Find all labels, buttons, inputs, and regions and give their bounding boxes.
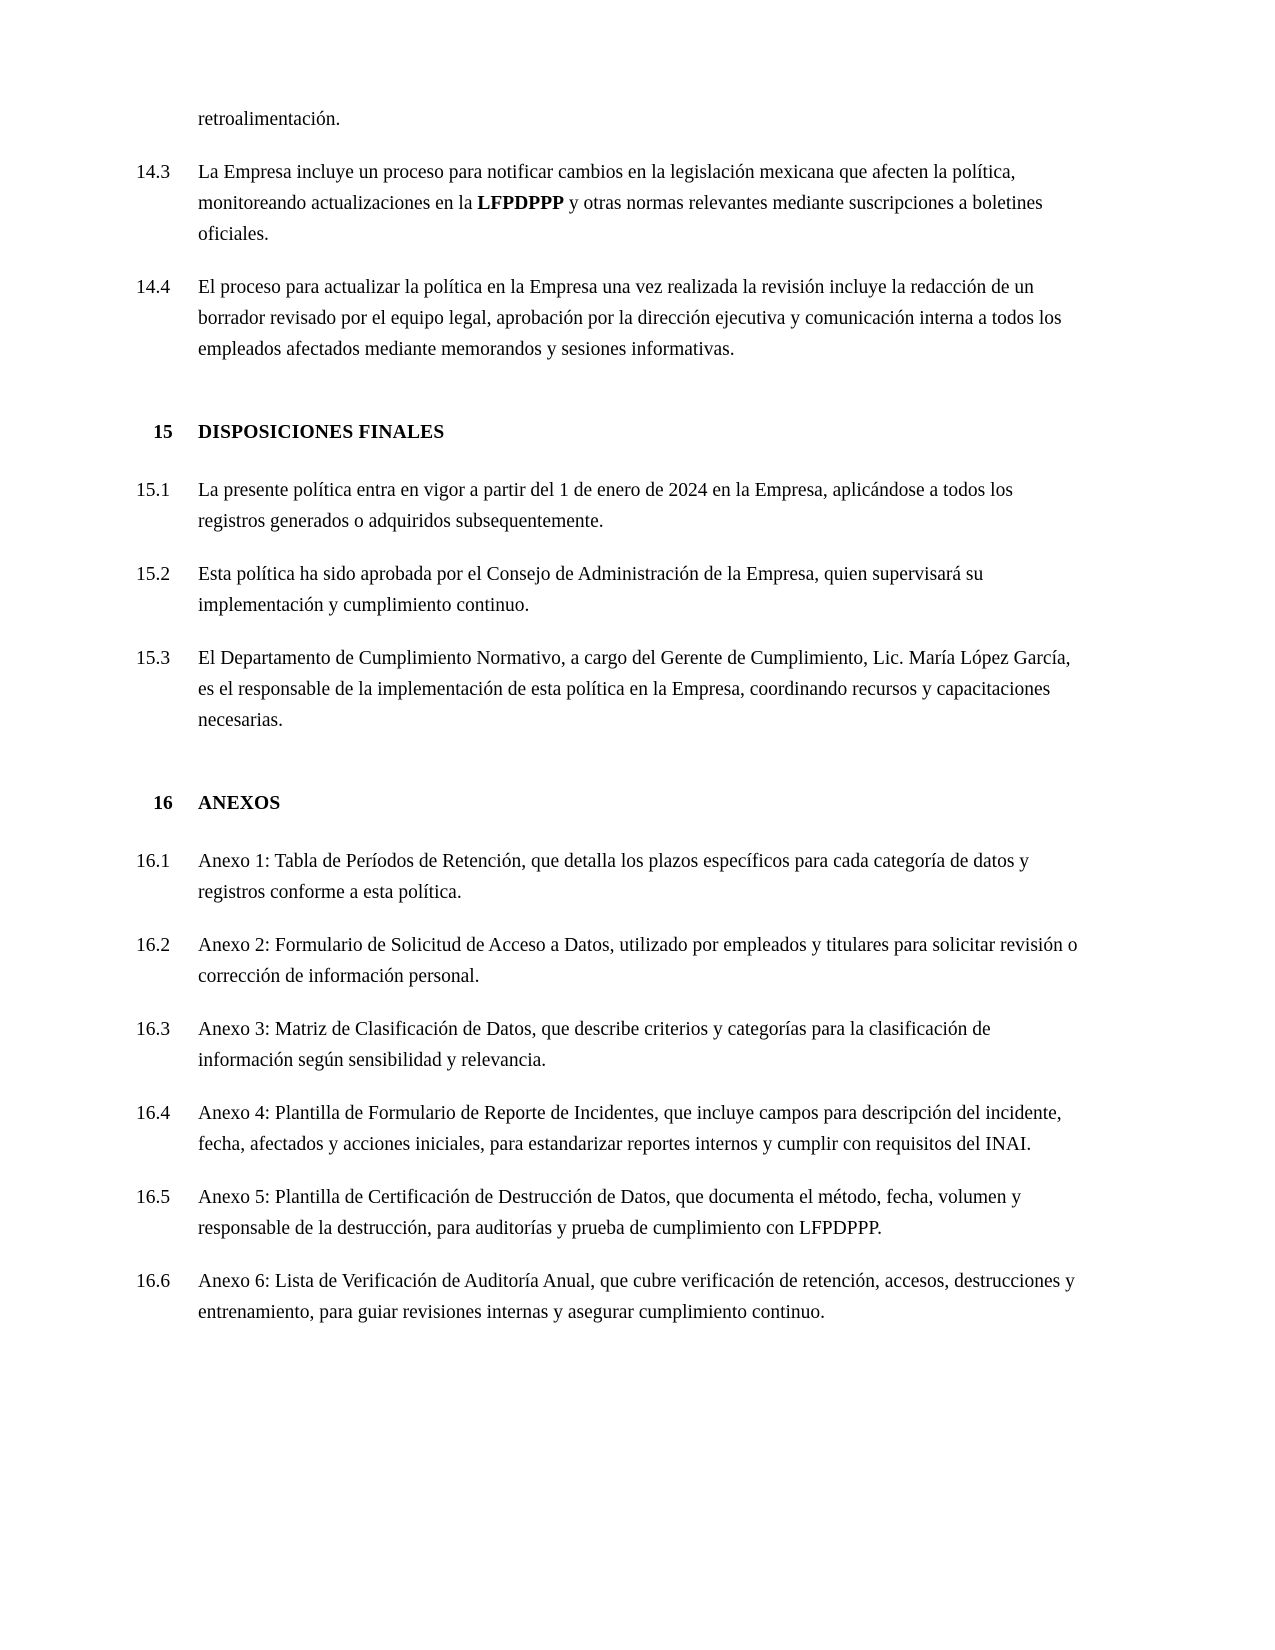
clause-text: El proceso para actualizar la política en la Empresa una vez realizada la revisión incluye la redacción de un borrador revisado por el equipo legal, aprobación por la dirección ejecutiva y comunicación interna a todos los empleados afectados mediante memorandos y sesiones informativas. bbox=[198, 277, 1062, 360]
clause-text: Anexo 4: Plantilla de Formulario de Reporte de Incidentes, que incluye campos para descripción del incidente, fecha, afectados y acciones iniciales, para estandarizar reportes internos y cumplir con requisitos del INAI. bbox=[198, 1103, 1062, 1155]
clause-text-after: y otras normas relevantes mediante suscripciones a boletines oficiales. bbox=[198, 193, 1043, 245]
section-heading-16 bbox=[136, 788, 1080, 819]
clause-number: 16.4 bbox=[136, 1103, 171, 1124]
clause-number: 16.5 bbox=[136, 1187, 171, 1208]
clause-number: 14.3 bbox=[136, 162, 171, 183]
clause-text: El Departamento de Cumplimiento Normativo, a cargo del Gerente de Cumplimiento, Lic. María López García, es el responsable de la implementación de esta política en la Empresa, coordinando recursos y capacitaciones necesarias. bbox=[198, 648, 1071, 731]
clause-number: 16.6 bbox=[136, 1271, 171, 1292]
clause-text-bold: LFPDPPP bbox=[477, 193, 565, 214]
clause-number: 15.1 bbox=[136, 480, 171, 501]
clause-text: La presente política entra en vigor a partir del 1 de enero de 2024 en la Empresa, aplicándose a todos los registros generados o adquiridos subsequentemente. bbox=[198, 480, 1013, 532]
clause-number: 16.2 bbox=[136, 935, 171, 956]
clause-16-2 bbox=[136, 930, 1080, 992]
clause-14-4 bbox=[136, 272, 1080, 365]
clause-16-1 bbox=[136, 846, 1080, 908]
clause-text: retroalimentación. bbox=[198, 109, 341, 130]
section-heading-15 bbox=[136, 417, 1080, 448]
paragraph-continuation bbox=[136, 104, 1080, 135]
clause-15-1 bbox=[136, 475, 1080, 537]
clause-text bbox=[198, 157, 1080, 250]
section-number: 15 bbox=[153, 422, 173, 443]
clause-text: Anexo 5: Plantilla de Certificación de Destrucción de Datos, que documenta el método, fecha, volumen y responsable de la destrucción, para auditorías y prueba de cumplimiento con LFPDPPP. bbox=[198, 1187, 1022, 1239]
clause-text: Anexo 3: Matriz de Clasificación de Datos, que describe criterios y categorías para la clasificación de información según sensibilidad y relevancia. bbox=[198, 1019, 991, 1071]
clause-16-5 bbox=[136, 1182, 1080, 1244]
clause-16-4 bbox=[136, 1098, 1080, 1160]
clause-16-3 bbox=[136, 1014, 1080, 1076]
clause-number: 16.1 bbox=[136, 851, 171, 872]
clause-16-6 bbox=[136, 1266, 1080, 1328]
clause-text: Anexo 6: Lista de Verificación de Auditoría Anual, que cubre verificación de retención, accesos, destrucciones y entrenamiento, para guiar revisiones internas y asegurar cumplimiento continuo. bbox=[198, 1271, 1075, 1323]
clause-14-3 bbox=[136, 157, 1080, 250]
section-title: DISPOSICIONES FINALES bbox=[198, 422, 445, 443]
clause-text: Esta política ha sido aprobada por el Consejo de Administración de la Empresa, quien supervisará su implementación y cumplimiento continuo. bbox=[198, 564, 984, 616]
clause-15-2 bbox=[136, 559, 1080, 621]
clause-number: 15.2 bbox=[136, 564, 171, 585]
section-title: ANEXOS bbox=[198, 793, 281, 814]
clause-number: 14.4 bbox=[136, 277, 171, 298]
clause-number: 15.3 bbox=[136, 648, 171, 669]
clause-text: Anexo 2: Formulario de Solicitud de Acceso a Datos, utilizado por empleados y titulares para solicitar revisión o corrección de información personal. bbox=[198, 935, 1078, 987]
document-body bbox=[136, 104, 1080, 1350]
section-number: 16 bbox=[153, 793, 173, 814]
clause-number: 16.3 bbox=[136, 1019, 171, 1040]
clause-15-3 bbox=[136, 643, 1080, 736]
clause-text-before: La Empresa incluye un proceso para notificar cambios en la legislación mexicana que afecten la política, monitoreando actualizaciones en la bbox=[198, 162, 1016, 214]
clause-text: Anexo 1: Tabla de Períodos de Retención, que detalla los plazos específicos para cada categoría de datos y registros conforme a esta política. bbox=[198, 851, 1030, 903]
